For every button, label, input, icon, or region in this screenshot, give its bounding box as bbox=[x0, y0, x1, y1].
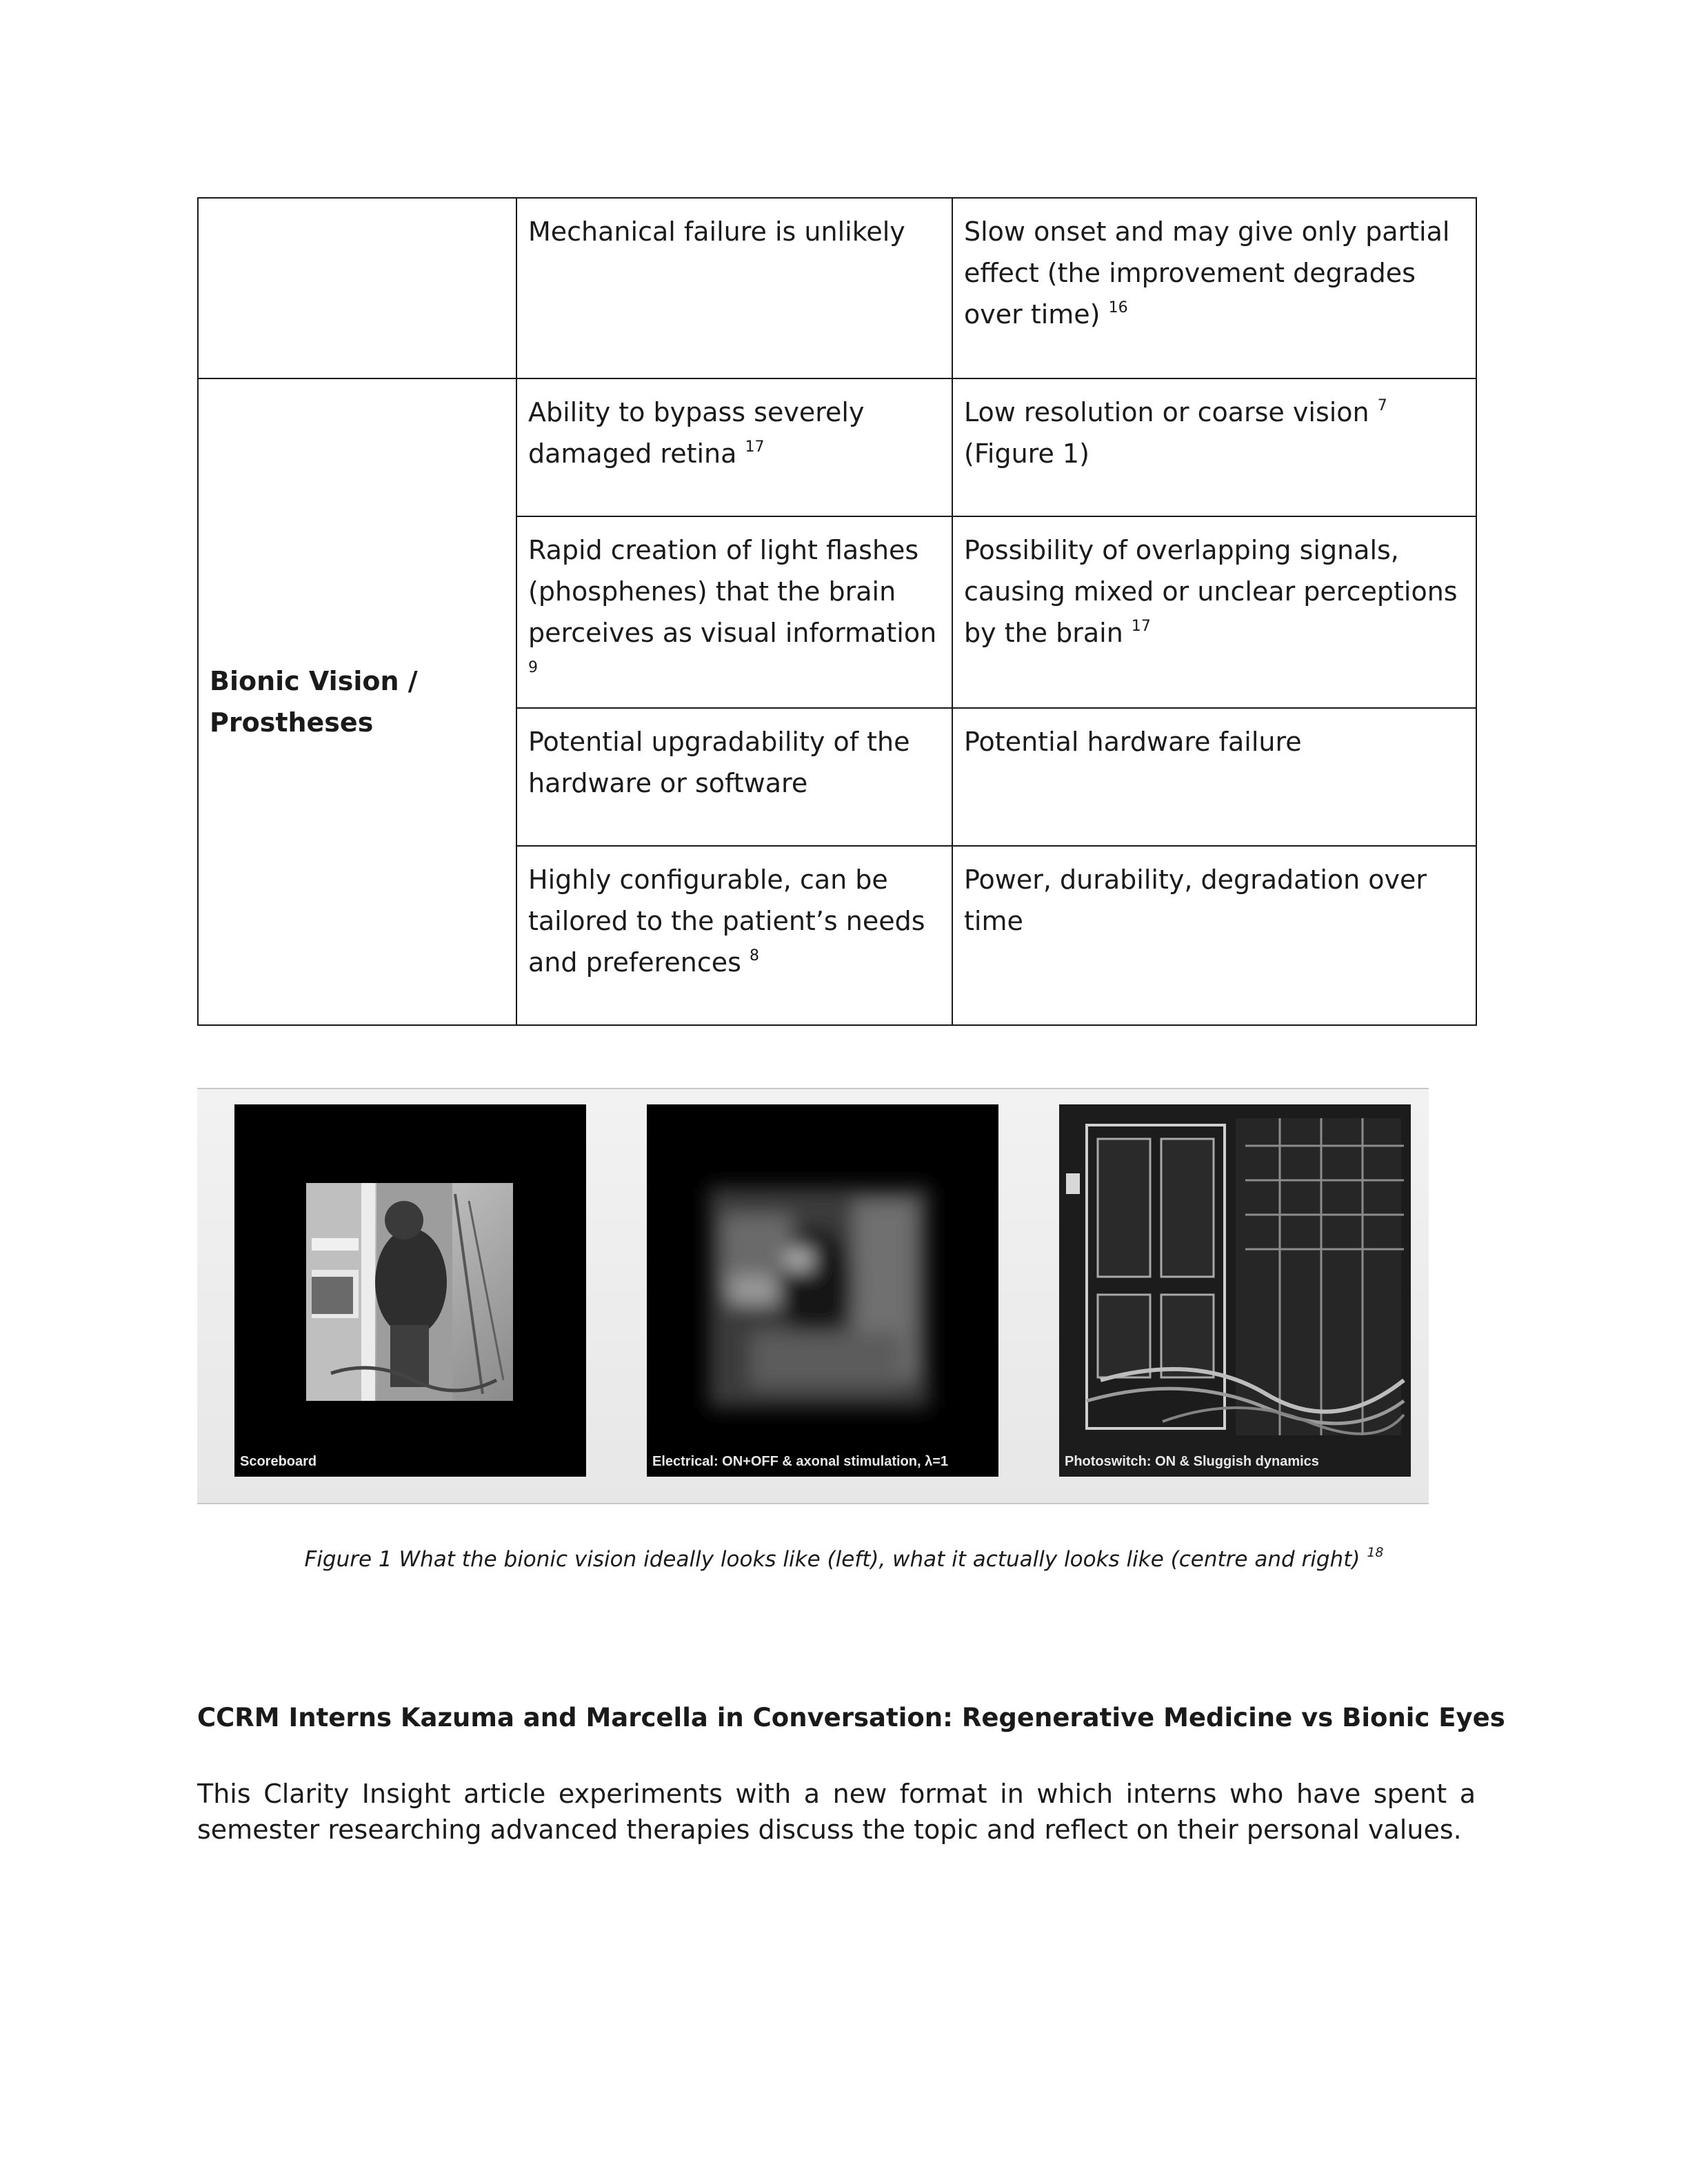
citation: 17 bbox=[1131, 618, 1151, 635]
citation: 8 bbox=[750, 947, 760, 964]
disadvantage-cell: Low resolution or coarse vision $^7$ (Figure 1) bbox=[952, 378, 1476, 516]
category-cell bbox=[198, 198, 516, 378]
disadvantage-cell: Power, durability, degradation over time bbox=[952, 846, 1476, 1025]
disadvantage-cell: Potential hardware failure bbox=[952, 708, 1476, 846]
advantage-cell: Highly configurable, can be tailored to the patient’s needs and preferences $^8$ bbox=[516, 846, 952, 1025]
panel-caption: Photoswitch: ON & Sluggish dynamics bbox=[1065, 1454, 1319, 1469]
ideal-vision-image bbox=[234, 1104, 586, 1477]
table-row bbox=[198, 198, 1476, 378]
citation: 9 bbox=[528, 659, 538, 676]
panel-caption: Scoreboard bbox=[240, 1454, 317, 1469]
advantage-cell: Rapid creation of light flashes (phosphenes) that the brain perceives as visual information $^9$ bbox=[516, 516, 952, 708]
advantage-cell: Potential upgradability of the hardware or software bbox=[516, 708, 952, 846]
citation: 7 bbox=[1377, 397, 1387, 414]
citation: 16 bbox=[1108, 299, 1128, 316]
advantage-cell: Ability to bypass severely damaged retina $^{17}$ bbox=[516, 378, 952, 516]
table-row bbox=[198, 378, 1476, 516]
figure-caption: Figure 1 What the bionic vision ideally looks like (left), what it actually looks like (centre and right) $^{18}$ bbox=[304, 1545, 1384, 1572]
citation: 18 bbox=[1367, 1545, 1384, 1560]
disadvantage-cell: Slow onset and may give only partial effect (the improvement degrades over time) $^{16}$ bbox=[952, 198, 1476, 378]
figure-1 bbox=[197, 1088, 1429, 1504]
photoswitch-vision-image bbox=[1059, 1104, 1411, 1477]
citation: 17 bbox=[745, 438, 765, 456]
disadvantage-cell: Possibility of overlapping signals, causing mixed or unclear perceptions by the brain $^{17}$ bbox=[952, 516, 1476, 708]
comparison-table bbox=[197, 197, 1477, 1026]
bionic-vision-label: Bionic Vision / Prostheses bbox=[198, 378, 516, 1025]
advantage-cell: Mechanical failure is unlikely bbox=[516, 198, 952, 378]
photoswitch-panel bbox=[1059, 1104, 1411, 1477]
section-paragraph: This Clarity Insight article experiments with a new format in which interns who have spent a semester researching advanced therapies discuss the topic and reflect on their personal values. bbox=[197, 1779, 1476, 1845]
electrical-panel bbox=[647, 1104, 998, 1477]
section-heading: CCRM Interns Kazuma and Marcella in Conversation: Regenerative Medicine vs Bionic Eyes bbox=[197, 1703, 1505, 1732]
panel-caption: Electrical: ON+OFF & axonal stimulation, λ=1 bbox=[652, 1454, 949, 1469]
scoreboard-panel bbox=[234, 1104, 586, 1477]
electrical-vision-image bbox=[647, 1104, 998, 1477]
